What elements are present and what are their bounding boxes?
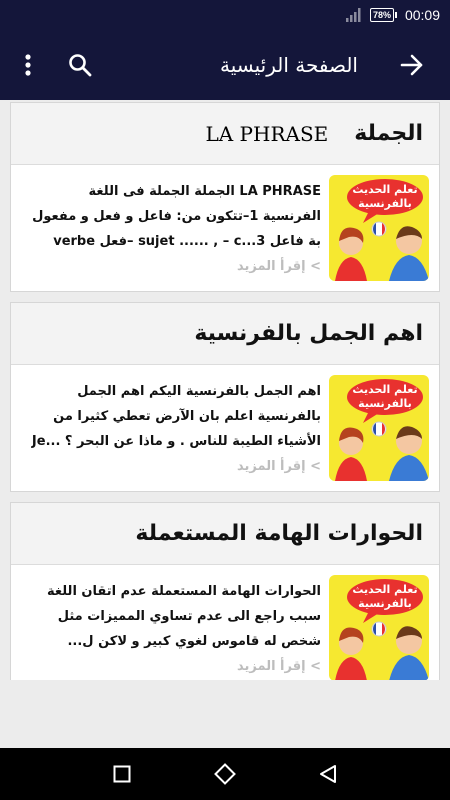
thumbnail-illustration-icon	[329, 175, 429, 281]
circle-icon	[214, 763, 236, 785]
read-more-link[interactable]: > إقرأ المزيد	[237, 459, 321, 474]
app-bar	[0, 30, 450, 100]
page-title: الصفحة الرئيسية	[220, 53, 358, 77]
back-button[interactable]	[308, 754, 348, 794]
search-button[interactable]	[60, 30, 100, 100]
more-vert-icon	[25, 54, 31, 76]
card-header[interactable]	[11, 503, 439, 565]
card-header[interactable]	[11, 103, 439, 165]
forward-button[interactable]	[392, 30, 432, 100]
battery-indicator: 78%	[370, 8, 394, 22]
more-options-button[interactable]	[8, 30, 48, 100]
svg-text:بالفرنسية: بالفرنسية	[358, 197, 412, 210]
read-more-link[interactable]: > إقرأ المزيد	[237, 659, 321, 674]
search-icon	[68, 53, 92, 77]
card-header[interactable]	[11, 303, 439, 365]
card-body[interactable]	[11, 365, 439, 491]
clock: 00:09	[404, 7, 440, 23]
article-thumbnail	[329, 375, 429, 481]
read-more-link[interactable]: > إقرأ المزيد	[237, 259, 321, 274]
card-title: اهم الجمل بالفرنسية	[194, 321, 423, 346]
card-body[interactable]	[11, 165, 439, 291]
card-title: الجملة	[354, 121, 423, 146]
battery-tip-icon	[395, 12, 397, 18]
system-nav-bar	[0, 748, 450, 800]
recents-button[interactable]	[102, 754, 142, 794]
svg-text:تعلم الحديث: تعلم الحديث	[352, 583, 418, 596]
article-list	[0, 100, 450, 680]
card-title-latin: LA PHRASE	[205, 121, 329, 146]
signal-icon	[346, 8, 362, 22]
thumbnail-illustration-icon	[329, 575, 429, 680]
svg-text:بالفرنسية: بالفرنسية	[358, 597, 412, 610]
card-body[interactable]	[11, 565, 439, 680]
square-icon	[113, 765, 131, 783]
svg-text:بالفرنسية: بالفرنسية	[358, 397, 412, 410]
status-bar	[0, 0, 450, 30]
home-button[interactable]	[205, 754, 245, 794]
svg-text:تعلم الحديث: تعلم الحديث	[352, 383, 418, 396]
article-excerpt: اهم الجمل بالفرنسية اليكم اهم الجمل بالفرنسية اعلم بان الآرض تعطي كثيرا من الأشياء الطيبة للناس . و ماذا عن البحر ؟ ...Je	[31, 384, 321, 449]
article-thumbnail	[329, 575, 429, 680]
article-card[interactable]	[10, 502, 440, 680]
article-card[interactable]	[10, 302, 440, 492]
card-title: الحوارات الهامة المستعملة	[135, 521, 423, 546]
article-card[interactable]	[10, 102, 440, 292]
article-excerpt: الحوارات الهامة المستعملة عدم اتقان اللغة سبب راجع الى عدم تساوي المميزات مثل شخص له قاموس لغوي كبير و لاكن ل...	[47, 584, 321, 649]
article-thumbnail	[329, 175, 429, 281]
arrow-right-icon	[400, 54, 424, 76]
article-excerpt: LA PHRASE الجملة الجملة فى اللغة الفرنسية 1–تتكون من: فاعل و فعل و مفعول بة فاعل sujet ...... , – c...3 –فعل verbe	[32, 184, 321, 249]
svg-text:تعلم الحديث: تعلم الحديث	[352, 183, 418, 196]
thumbnail-illustration-icon	[329, 375, 429, 481]
empty-area	[0, 680, 450, 748]
triangle-back-icon	[318, 764, 338, 784]
